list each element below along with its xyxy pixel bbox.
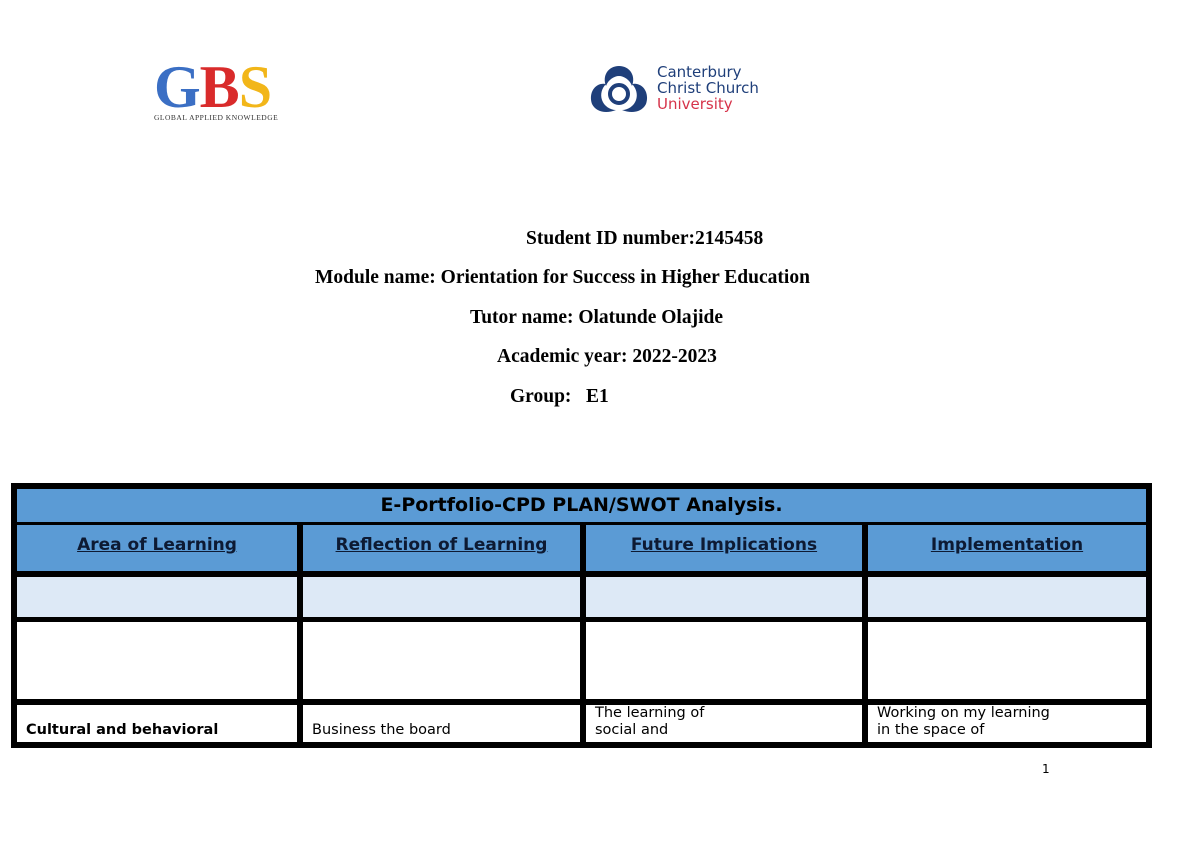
gbs-letter-s: S [238, 54, 272, 120]
table-row-cell [17, 705, 297, 742]
cell-area-of-learning: Cultural and behavioral [26, 722, 219, 738]
header-area-of-learning: Area of Learning [17, 525, 297, 571]
academic-year: Academic year: 2022-2023 [497, 346, 717, 367]
page-number: 1 [1042, 762, 1050, 776]
cccu-emblem-icon [586, 62, 652, 116]
cccu-line-2: Christ Church [657, 79, 759, 97]
module-name: Module name: Orientation for Success in Higher Education [315, 267, 810, 288]
tutor-name: Tutor name: Olatunde Olajide [470, 307, 723, 328]
cpd-plan-table [11, 483, 1152, 748]
table-row-cell [586, 705, 862, 742]
student-id: Student ID number:2145458 [526, 228, 764, 249]
table-row-cell [303, 705, 580, 742]
gbs-logo [154, 54, 306, 122]
gbs-letter-b: B [199, 54, 239, 120]
table-cell [868, 577, 1146, 617]
gbs-letter-g: G [154, 54, 200, 120]
cccu-logo [586, 60, 786, 116]
table-title: E-Portfolio-CPD PLAN/SWOT Analysis. [17, 489, 1146, 522]
table-cell [17, 577, 297, 617]
group: Group: E1 [510, 386, 609, 407]
table-row-cell [868, 705, 1146, 742]
header-implementation: Implementation [868, 525, 1146, 571]
table-cell [868, 622, 1146, 699]
header-future-implications: Future Implications [586, 525, 862, 571]
cccu-line-1: Canterbury [657, 63, 742, 81]
cell-implementation: Working on my learning in the space of [877, 705, 1050, 738]
gbs-tagline: GLOBAL APPLIED KNOWLEDGE [154, 113, 279, 122]
table-cell [17, 622, 297, 699]
cell-reflection: Business the board [312, 722, 451, 738]
cell-future-implications: The learning of social and [595, 705, 705, 738]
header-reflection-of-learning: Reflection of Learning [303, 525, 580, 571]
table-cell [303, 622, 580, 699]
table-cell [586, 622, 862, 699]
table-cell [303, 577, 580, 617]
table-cell [586, 577, 862, 617]
cccu-line-3: University [657, 95, 733, 113]
